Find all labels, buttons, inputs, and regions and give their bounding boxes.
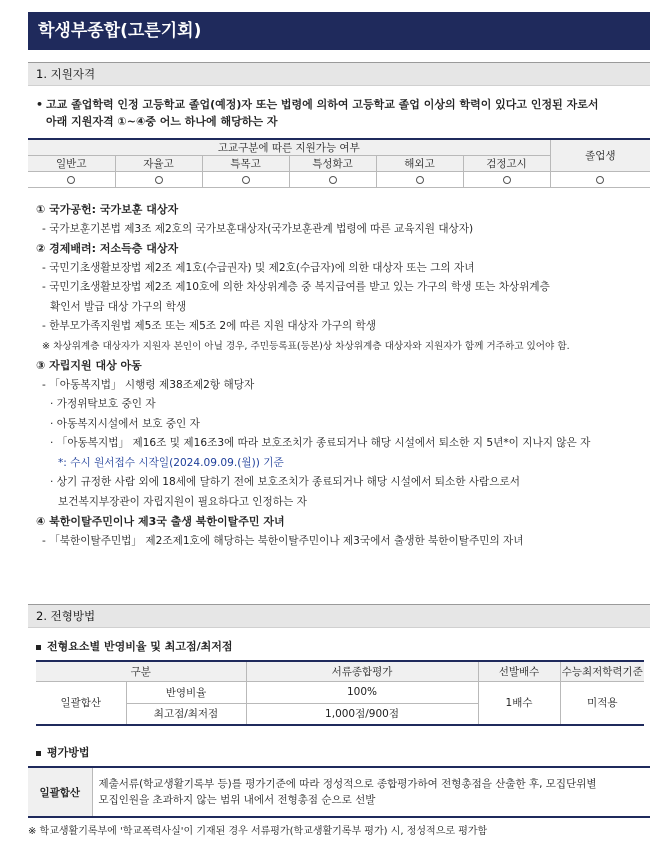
circle-icon <box>242 176 250 184</box>
table-graduate-header: 졸업생 <box>550 139 650 172</box>
qualification-list <box>36 200 650 551</box>
qualification-item: · 상기 규정한 사람 외에 18세에 달하기 전에 보호조치가 종료되거나 해당 시설에서 퇴소한 사람으로서 <box>50 476 520 488</box>
header-category: 구분 <box>36 661 246 681</box>
row2-label: 최고점/최저점 <box>126 703 246 725</box>
intro-line-1: 고교 졸업학력 인정 고등학교 졸업(예정)자 또는 법령에 의하여 고등학교 졸업 이상의 학력이 있다고 인정된 자로서 <box>46 98 599 111</box>
circle-icon <box>503 176 511 184</box>
school-type-header: 검정고시 <box>463 156 550 172</box>
eval-label: 일괄합산 <box>28 767 92 817</box>
row1-label: 반영비율 <box>126 681 246 703</box>
sub-heading-eval <box>36 744 90 760</box>
section-heading-qualification: 1. 지원자격 <box>28 62 650 86</box>
row-group-label: 일괄합산 <box>36 681 126 725</box>
qualification-heading: ② 경제배려: 저소득층 대상자 <box>36 242 179 255</box>
school-type-header: 일반고 <box>28 156 115 172</box>
qualification-item: - 국민기초생활보장법 제2조 제10호에 의한 차상위계층 중 복지급여를 받고 있는 가구의 학생 또는 차상위계층 <box>42 281 550 293</box>
row2-value: 1,000점/900점 <box>246 703 478 725</box>
eval-body <box>92 767 650 817</box>
table-group-header: 고교구분에 따른 지원가능 여부 <box>28 139 550 156</box>
school-type-header: 특목고 <box>202 156 289 172</box>
qualification-item: · 「아동복지법」 제16조 및 제16조3에 따라 보호조치가 종료되거나 해당 시설에서 퇴소한 지 5년*이 지나지 않은 자 <box>50 437 591 449</box>
intro-line-2: 아래 지원자격 ①~④중 어느 하나에 해당하는 자 <box>46 115 278 128</box>
qualification-item: · 가정위탁보호 중인 자 <box>50 398 156 410</box>
qualification-item: - 국가보훈기본법 제3조 제2호의 국가보훈대상자(국가보훈관계 법령에 따른 교육지원 대상자) <box>42 222 474 235</box>
header-minimum: 수능최저학력기준 <box>560 661 644 681</box>
eval-line-2: 모집인원을 초과하지 않는 범위 내에서 전형총점 순으로 선발 <box>98 794 376 806</box>
qualification-item: - 「북한이탈주민법」 제2조제1호에 해당하는 북한이탈주민이나 제3국에서 출생한 북한이탈주민의 자녀 <box>42 534 524 547</box>
qualification-item: 확인서 발급 대상 가구의 학생 <box>50 300 187 313</box>
qualification-heading: ③ 자립지원 대상 아동 <box>36 359 142 372</box>
school-type-header: 해외고 <box>376 156 463 172</box>
eval-table <box>28 766 650 818</box>
qualification-heading: ④ 북한이탈주민이나 제3국 출생 북한이탈주민 자녀 <box>36 515 285 528</box>
eligibility-mark <box>28 172 115 188</box>
header-multiplier: 선발배수 <box>478 661 560 681</box>
minimum-value: 미적용 <box>560 681 644 725</box>
qualification-item: - 한부모가족지원법 제5조 또는 제5조 2에 따른 지원 대상자 가구의 학생 <box>42 320 377 332</box>
qualification-item: · 아동복지시설에서 보호 중인 자 <box>50 417 200 430</box>
sub-heading-ratio-text: 전형요소별 반영비율 및 최고점/최저점 <box>47 640 233 653</box>
eligibility-mark <box>550 172 650 188</box>
eligibility-mark <box>376 172 463 188</box>
sub-heading-ratio <box>36 638 233 654</box>
circle-icon <box>155 176 163 184</box>
school-type-table <box>28 138 650 188</box>
eval-line-1: 제출서류(학교생활기록부 등)를 평가기준에 따라 정성적으로 종합평가하여 전형총점을 산출한 후, 모집단위별 <box>98 778 597 790</box>
qualification-item: ※ 차상위계층 대상자가 지원자 본인이 아닐 경우, 주민등록표(등본)상 차상위계층 대상자와 지원자가 함께 거주하고 있어야 함. <box>42 340 570 352</box>
ratio-table <box>36 660 644 726</box>
qualification-item: 보건복지부장관이 자립지원이 필요하다고 인정하는 자 <box>58 495 307 508</box>
qualification-item: *: 수시 원서접수 시작일(2024.09.09.(월)) 기준 <box>58 456 284 469</box>
eligibility-mark <box>115 172 202 188</box>
eligibility-mark <box>289 172 376 188</box>
qualification-heading: ① 국가공헌: 국가보훈 대상자 <box>36 203 179 216</box>
eligibility-mark <box>463 172 550 188</box>
multiplier-value: 1배수 <box>478 681 560 725</box>
row1-value: 100% <box>246 681 478 703</box>
qualification-item: - 국민기초생활보장법 제2조 제1호(수급권자) 및 제2호(수급자)에 의한 대상자 또는 그의 자녀 <box>42 261 475 274</box>
school-type-header: 특성화고 <box>289 156 376 172</box>
header-document-eval: 서류종합평가 <box>246 661 478 681</box>
circle-icon <box>416 176 424 184</box>
eligibility-mark <box>202 172 289 188</box>
section-heading-method: 2. 전형방법 <box>28 604 650 628</box>
circle-icon <box>596 176 604 184</box>
qualification-intro <box>36 96 650 130</box>
page-title: 학생부종합(고른기회) <box>28 12 650 50</box>
qualification-item: - 「아동복지법」 시행령 제38조제2항 해당자 <box>42 378 255 391</box>
square-bullet-icon <box>36 645 41 650</box>
sub-heading-eval-text: 평가방법 <box>47 746 90 759</box>
circle-icon <box>67 176 75 184</box>
circle-icon <box>329 176 337 184</box>
square-bullet-icon <box>36 751 41 756</box>
footnote: ※ 학교생활기록부에 '학교폭력사실'이 기재된 경우 서류평가(학교생활기록부 평가) 시, 정성적으로 평가함 <box>28 826 488 837</box>
school-type-header: 자율고 <box>115 156 202 172</box>
bullet-icon: • <box>36 98 44 111</box>
